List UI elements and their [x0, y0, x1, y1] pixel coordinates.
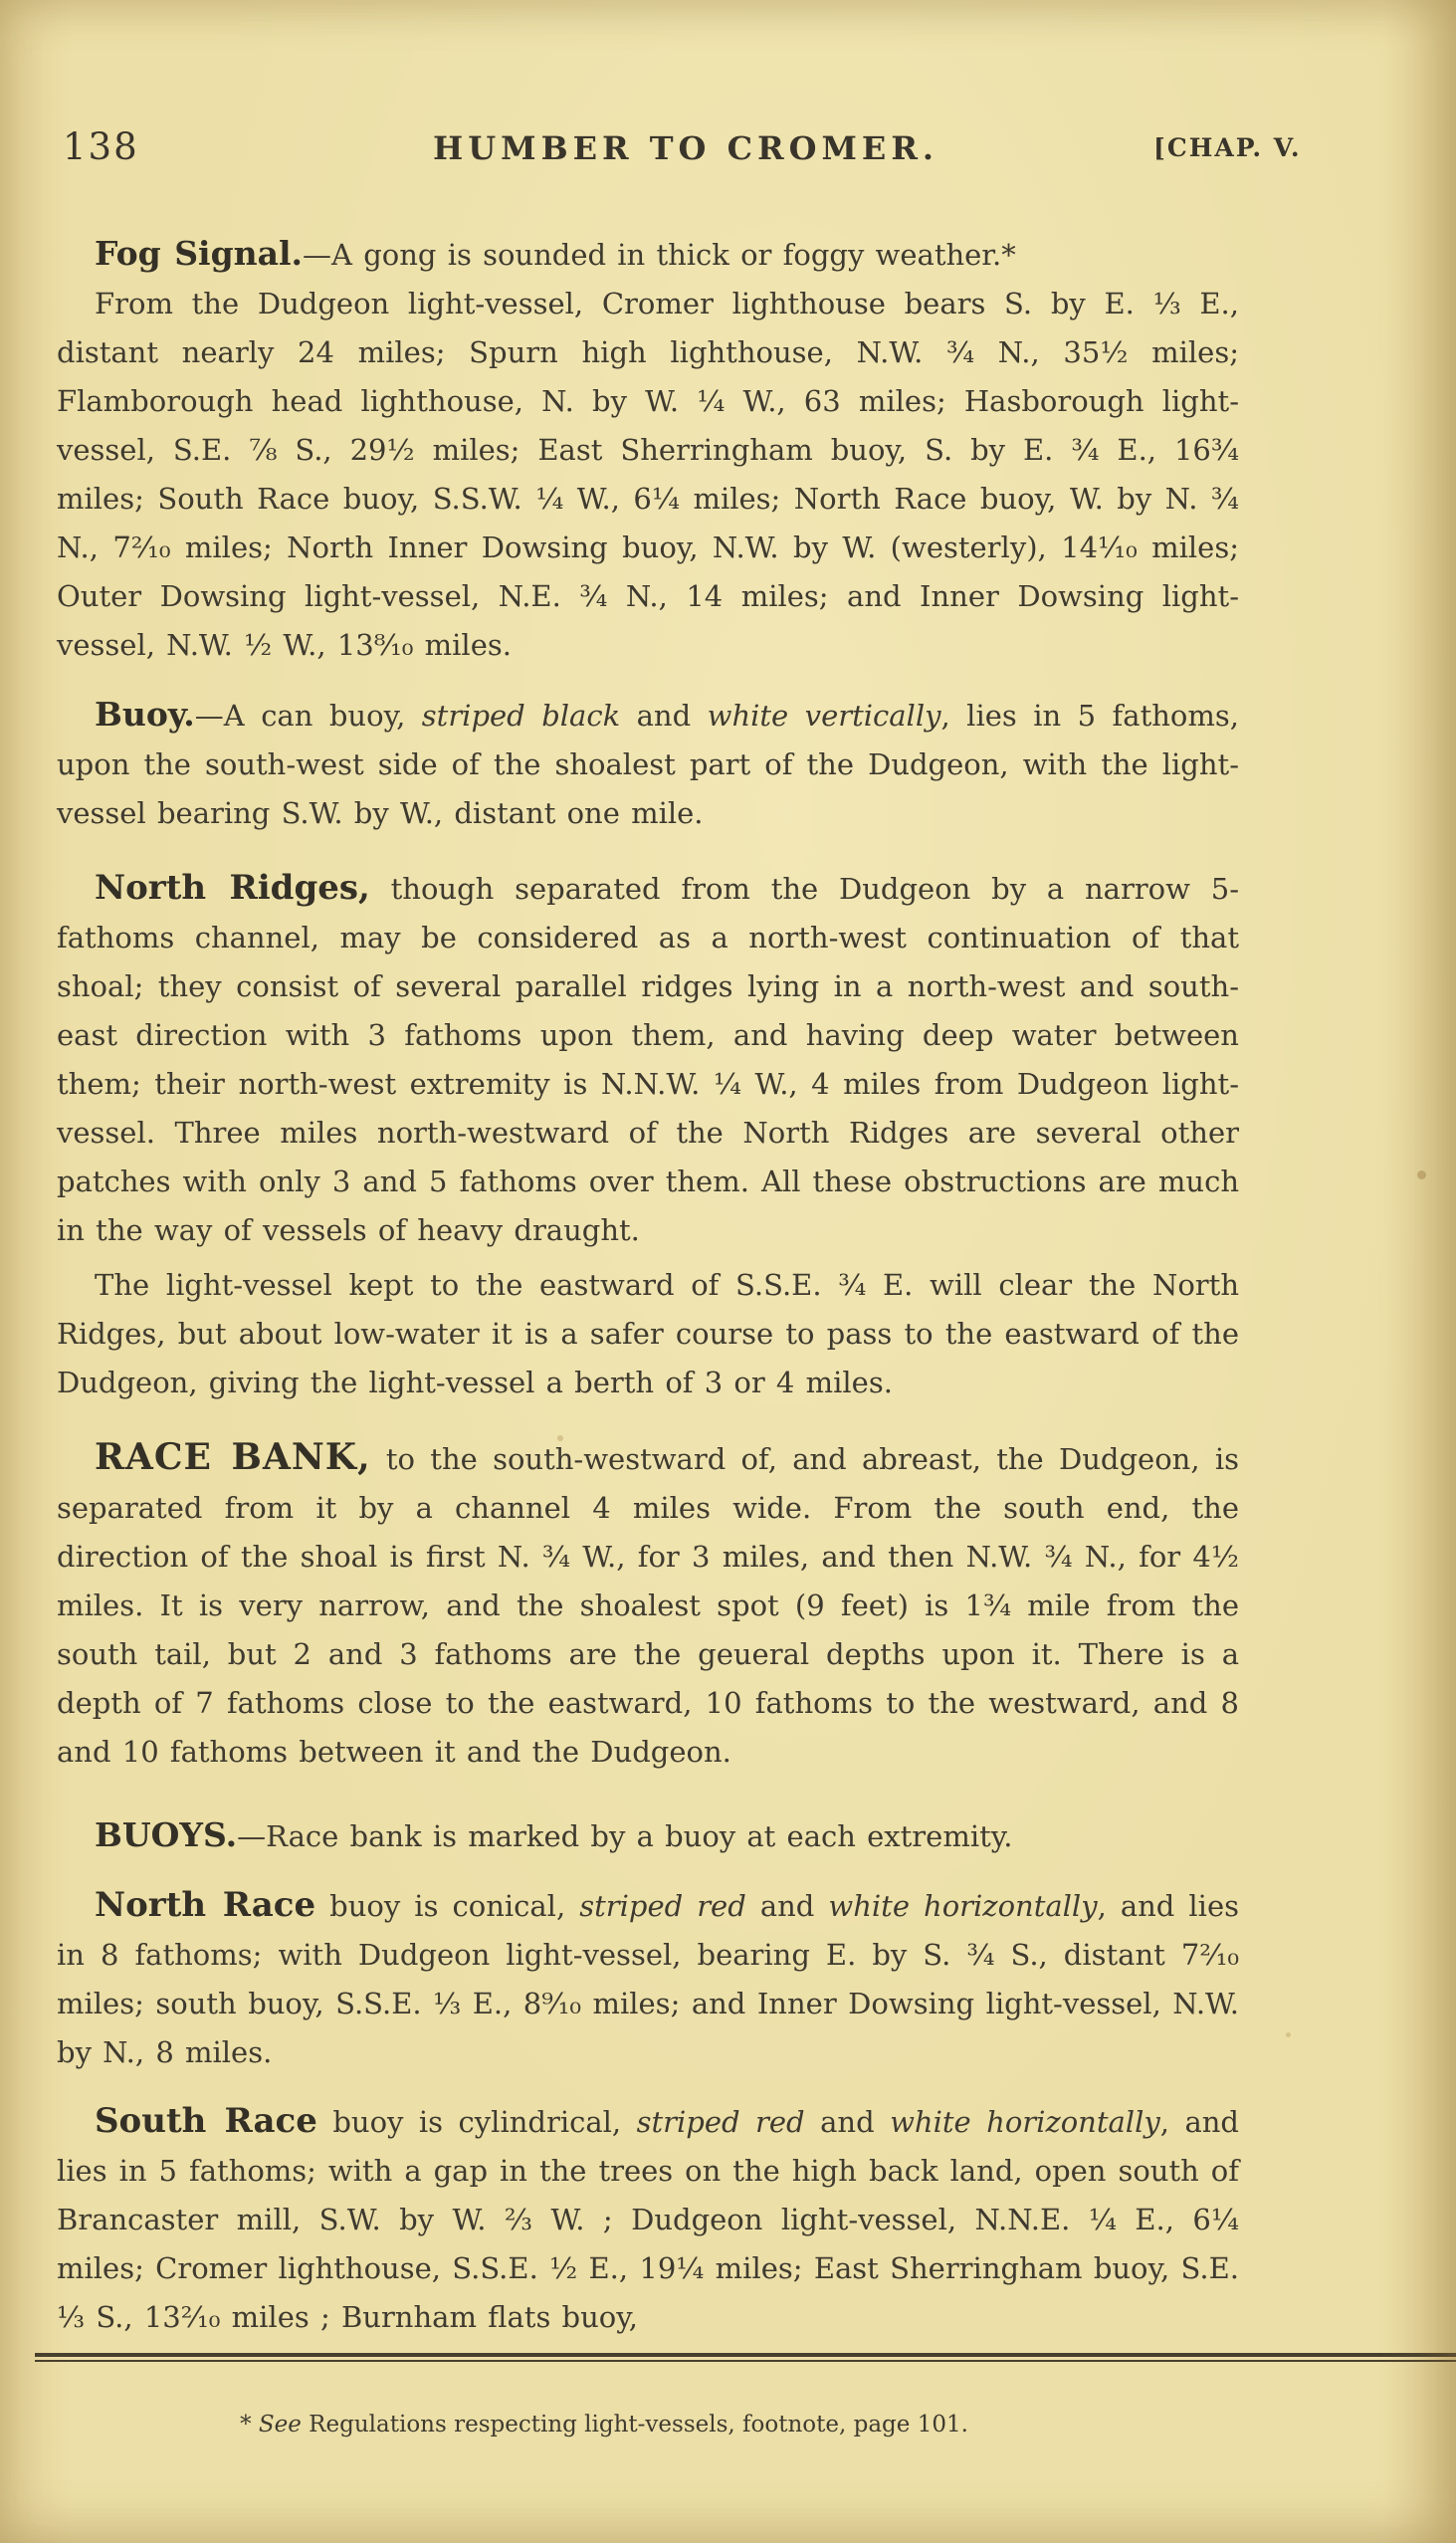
paper-speck	[1286, 2032, 1291, 2037]
chapter-label: [CHAP. V.	[1153, 133, 1302, 162]
buoy-paragraph: Buoy.—A can buoy, striped black and white vertically, lies in 5 fathoms, upon the south-west side of the shoalest part of the Dudgeon, with the light-vessel bearing S.W. by W., distant one mile.	[57, 695, 1239, 830]
fog-signal-paragraph: Fog Signal.—A gong is sounded in thick or foggy weather.*	[95, 234, 1016, 273]
clearing-course-paragraph: The light-vessel kept to the eastward of S.S.E. ¾ E. will clear the North Ridges, but about low-water it is a safer course to pass to the eastward of the Dudgeon, giving the light-vessel a berth of 3 or 4 miles.	[57, 1268, 1239, 1399]
page-number: 138	[63, 125, 139, 168]
running-title: HUMBER TO CROMER.	[433, 129, 939, 167]
text-block	[57, 229, 1239, 2342]
footnote-paragraph: * See Regulations respecting light-vessels, footnote, page 101.	[240, 2412, 968, 2437]
north-ridges-paragraph: North Ridges, though separated from the Dudgeon by a narrow 5-fathoms channel, may be considered as a north-west continuation of that shoal; they consist of several parallel ridges lying in a north-west and south-east direction with 3 fathoms upon them, and having deep water between them; their north-west extremity is N.N.W. ¼ W., 4 miles from Dudgeon light-vessel. Three miles north-westward of the North Ridges are several other patches with only 3 and 5 fathoms over them. All these obstructions are much in the way of vessels of heavy draught.	[57, 868, 1240, 1247]
buoys-paragraph: BUOYS.—Race bank is marked by a buoy at each extremity.	[95, 1815, 1013, 1854]
north-race-paragraph: North Race buoy is conical, striped red and white horizontally, and lies in 8 fathoms; with Dudgeon light-vessel, bearing E. by S. ¾ S., distant 7²⁄₁₀ miles; south buoy, S.S.E. ⅓ E., 8⁹⁄₁₀ miles; and Inner Dowsing light-vessel, N.W. by N., 8 miles.	[57, 1885, 1239, 2069]
page-header	[57, 125, 1456, 173]
south-race-paragraph: South Race buoy is cylindrical, striped red and white horizontally, and lies in 5 fathoms; with a gap in the trees on the high back land, open south of Brancaster mill, S.W. by W. ⅔ W. ; Dudgeon light-vessel, N.N.E. ¼ E., 6¼ miles; Cromer lighthouse, S.S.E. ½ E., 19¼ miles; East Sherringham buoy, S.E. ⅓ S., 13²⁄₁₀ miles ; Burnham flats buoy,	[57, 2101, 1239, 2334]
paper-speck	[1417, 1170, 1426, 1179]
bearings-paragraph: From the Dudgeon light-vessel, Cromer lighthouse bears S. by E. ⅓ E., distant nearly 24 miles; Spurn high lighthouse, N.W. ¾ N., 35½ miles; Flamborough head lighthouse, N. by W. ¼ W., 63 miles; Hasborough light-vessel, S.E. ⅞ S., 29½ miles; East Sherringham buoy, S. by E. ¾ E., 16¾ miles; South Race buoy, S.S.W. ¼ W., 6¼ miles; North Race buoy, W. by N. ¾ N., 7²⁄₁₀ miles; North Inner Dowsing buoy, N.W. by W. (westerly), 14¹⁄₁₀ miles; Outer Dowsing light-vessel, N.E. ¾ N., 14 miles; and Inner Dowsing light-vessel, N.W. ½ W., 13⁸⁄₁₀ miles.	[57, 287, 1239, 662]
footnote-rule	[35, 2353, 1456, 2362]
race-bank-paragraph: RACE BANK, to the south-westward of, and abreast, the Dudgeon, is separated from it by a channel 4 miles wide. From the south end, the direction of the shoal is first N. ¾ W., for 3 miles, and then N.W. ¾ N., for 4½ miles. It is very narrow, and the shoalest spot (9 feet) is 1¾ mile from the south tail, but 2 and 3 fathoms are the geueral depths upon it. There is a depth of 7 fathoms close to the eastward, 10 fathoms to the westward, and 8 and 10 fathoms between it and the Dudgeon.	[57, 1436, 1239, 1769]
